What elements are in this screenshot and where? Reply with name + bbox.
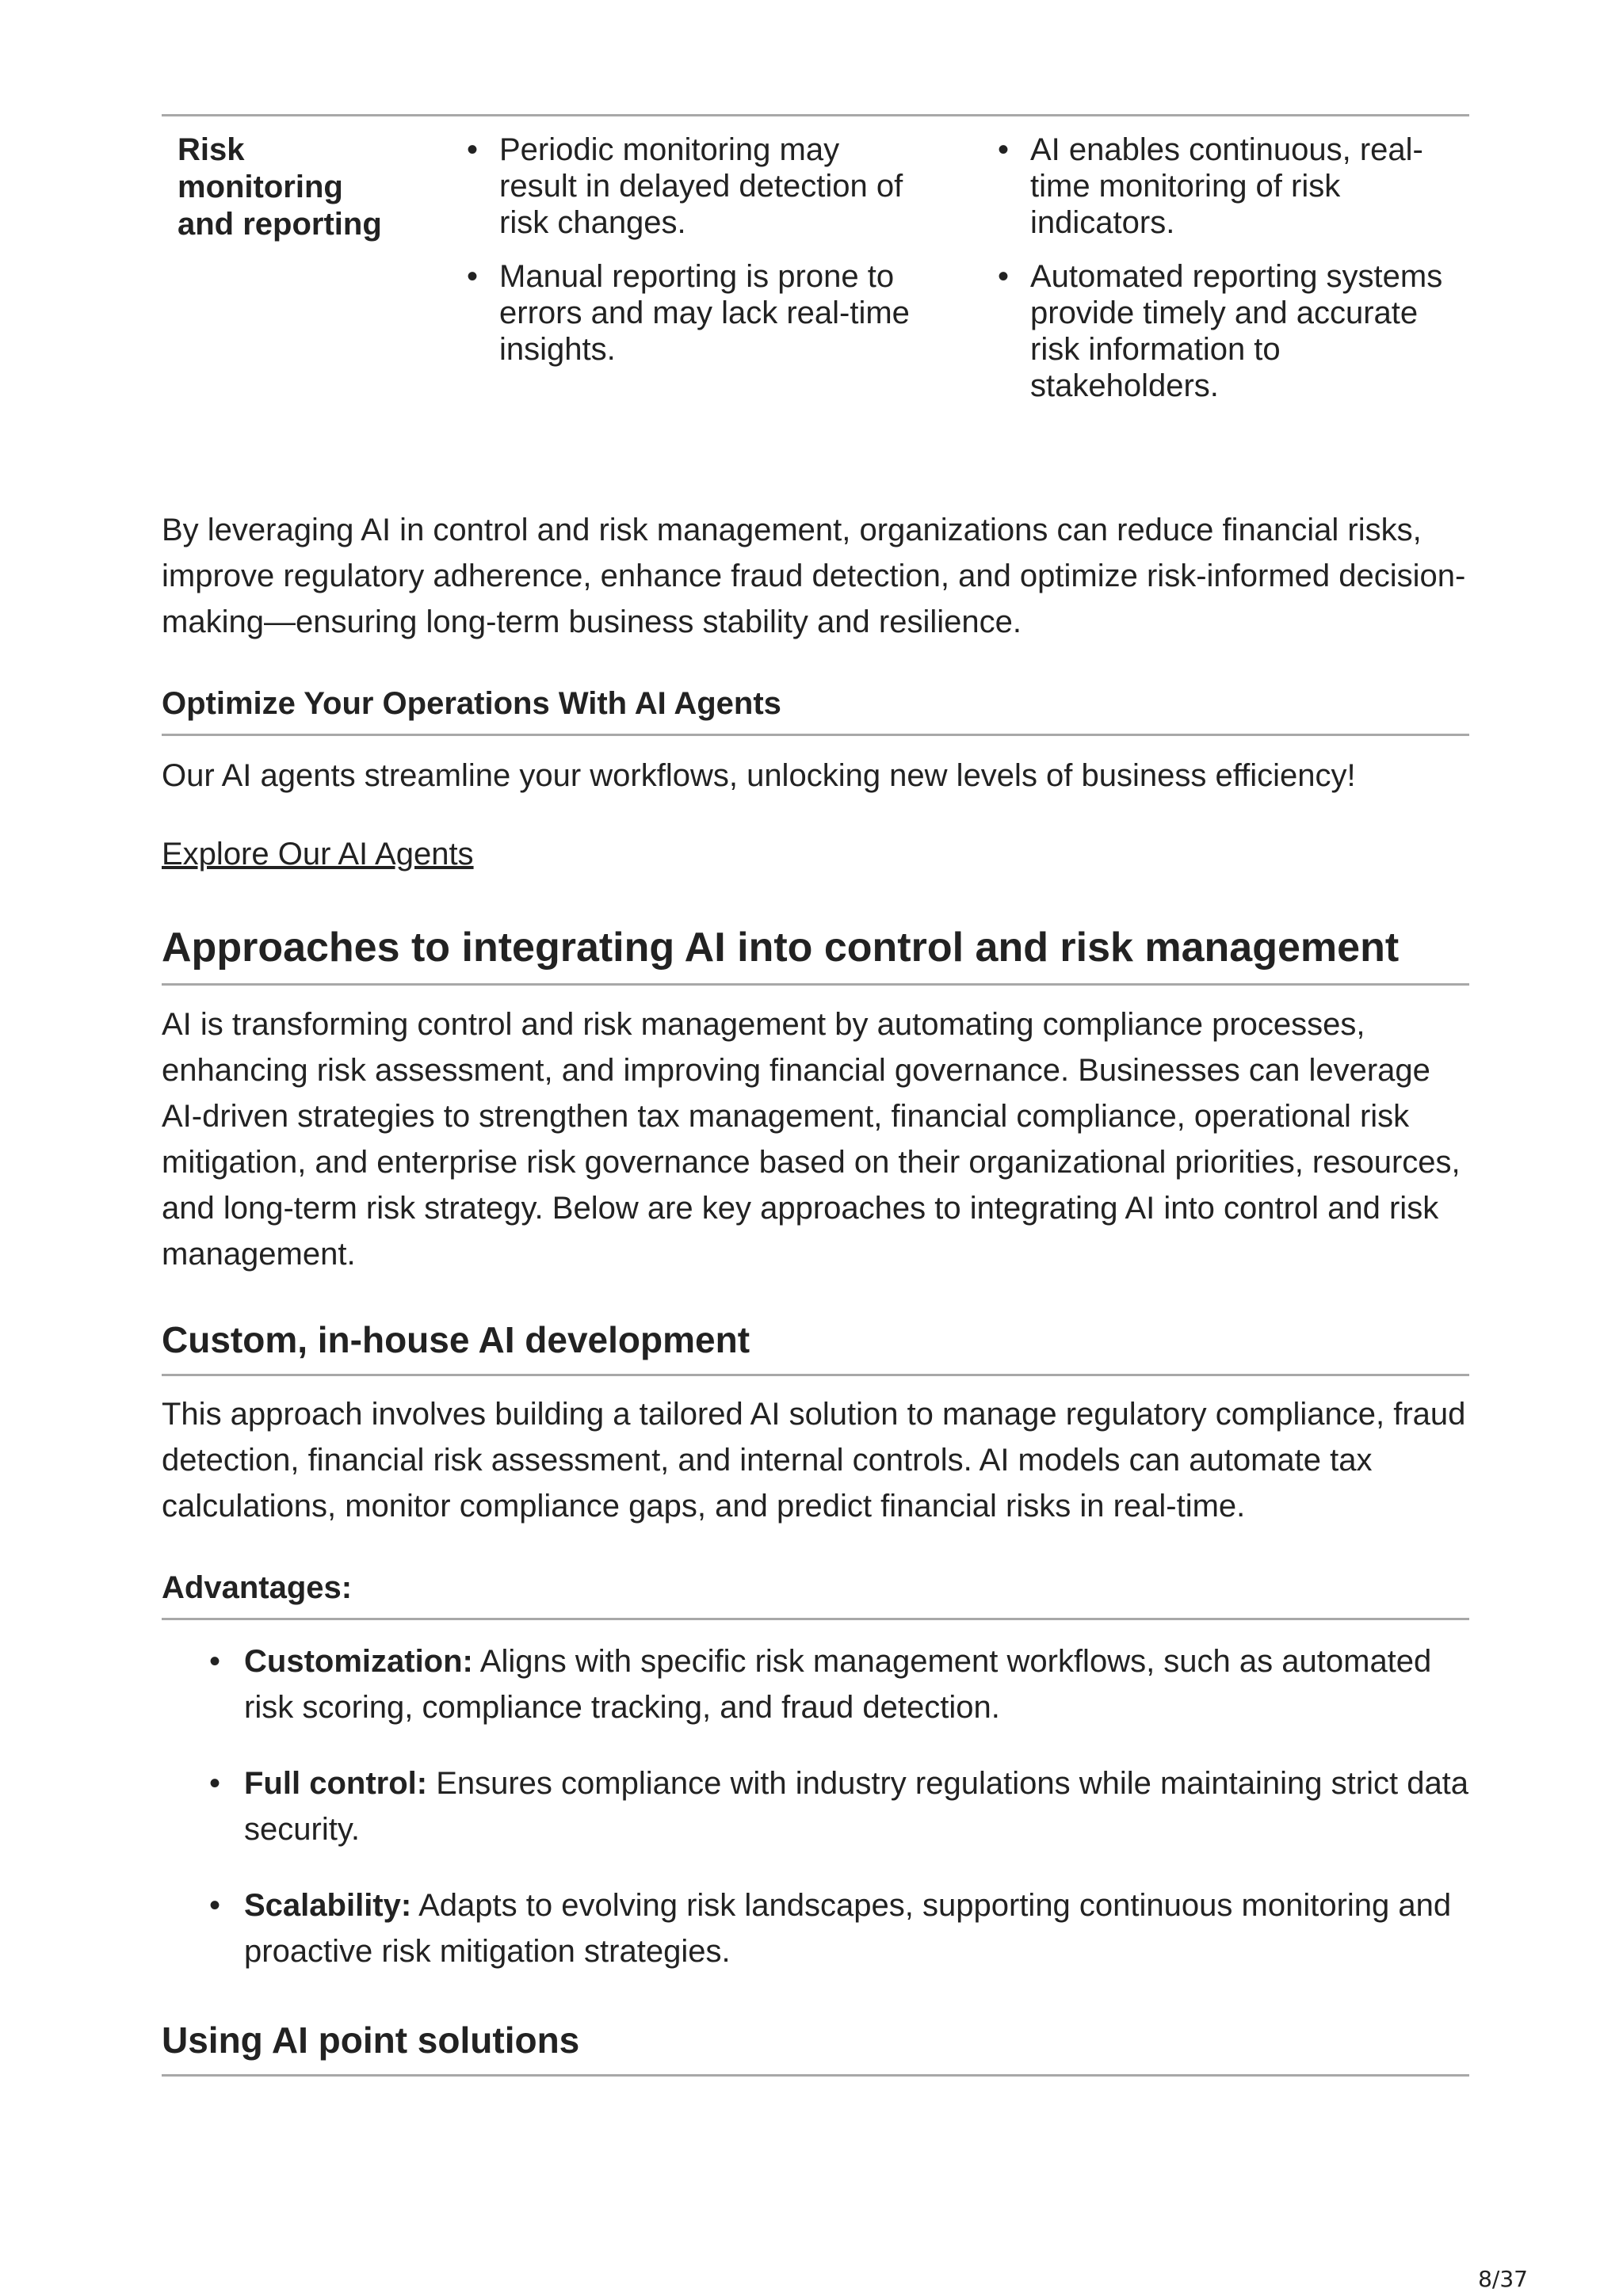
bullet-icon: • — [998, 259, 1010, 294]
bullet-icon: • — [998, 132, 1010, 167]
cta-heading-underline — [162, 734, 1469, 736]
cta-text: Our AI agents streamline your workflows, unlocking new levels of business efficiency! — [162, 758, 1356, 793]
advantage-text: Adapts to evolving risk landscapes, supporting continuous monitoring and proactive risk mitigation strategies. — [244, 1888, 1452, 1969]
custom-heading-underline — [162, 1374, 1469, 1376]
bullet-icon: • — [209, 1766, 221, 1801]
page-number: 8/37 — [1478, 2266, 1528, 2292]
traditional-column-list — [463, 132, 922, 385]
table-top-border — [162, 114, 1469, 116]
bullet-icon: • — [209, 1644, 221, 1679]
list-item: • AI enables continuous, real-time monitoring of risk indicators. — [998, 132, 1423, 240]
table-row-label: Risk monitoring and reporting — [178, 132, 382, 242]
list-item: • Periodic monitoring may result in delayed detection of risk changes. — [467, 132, 903, 240]
custom-development-heading: Custom, in-house AI development — [162, 1319, 750, 1360]
section-intro: AI is transforming control and risk management by automating compliance processes, enhancing risk assessment, and improving financial governance. Businesses can leverage AI-driven strategies to strengthen tax management, financial compliance, operational risk mitigation, and enterprise risk governance based on their organizational priorities, resources, and long-term risk strategy. Below are key approaches to integrating AI into control and risk management. — [162, 1007, 1461, 1272]
bullet-icon: • — [209, 1888, 221, 1923]
bullet-icon: • — [467, 132, 479, 167]
list-item: • Manual reporting is prone to errors and may lack real-time insights. — [467, 259, 910, 367]
explore-ai-agents-link[interactable]: Explore Our AI Agents — [162, 837, 474, 871]
cta-heading: Optimize Your Operations With AI Agents — [162, 686, 781, 721]
ai-column-list — [994, 132, 1453, 421]
advantage-term: Full control: — [244, 1766, 428, 1801]
section-heading-underline — [162, 983, 1469, 986]
point-solutions-heading: Using AI point solutions — [162, 2019, 580, 2061]
advantages-heading-underline — [162, 1618, 1469, 1620]
section-heading: Approaches to integrating AI into control and risk management — [162, 925, 1400, 971]
summary-paragraph: By leveraging AI in control and risk management, organizations can reduce financial risks, improve regulatory adherence, enhance fraud detection, and optimize risk-informed decision-making—ensuring long-term business stability and resilience. — [162, 513, 1466, 639]
advantage-text: Aligns with specific risk management workflows, such as automated risk scoring, compliance tracking, and fraud detection. — [244, 1644, 1432, 1725]
advantage-text: Ensures compliance with industry regulations while maintaining strict data security. — [244, 1766, 1469, 1847]
custom-development-text: This approach involves building a tailored AI solution to manage regulatory compliance, fraud detection, financial risk assessment, and internal controls. AI models can automate tax calculations, monitor compliance gaps, and predict financial risks in real-time. — [162, 1397, 1466, 1524]
point-solutions-heading-underline — [162, 2074, 1469, 2077]
list-item — [162, 1638, 1469, 1730]
list-item — [162, 1882, 1469, 1974]
advantage-term: Scalability: — [244, 1888, 412, 1923]
advantages-list — [162, 1638, 1469, 2004]
list-item: • Automated reporting systems provide timely and accurate risk information to stakeholders. — [998, 259, 1443, 403]
list-item — [162, 1760, 1469, 1852]
bullet-icon: • — [467, 259, 479, 294]
advantages-heading: Advantages: — [162, 1570, 353, 1605]
advantage-term: Customization: — [244, 1644, 473, 1679]
